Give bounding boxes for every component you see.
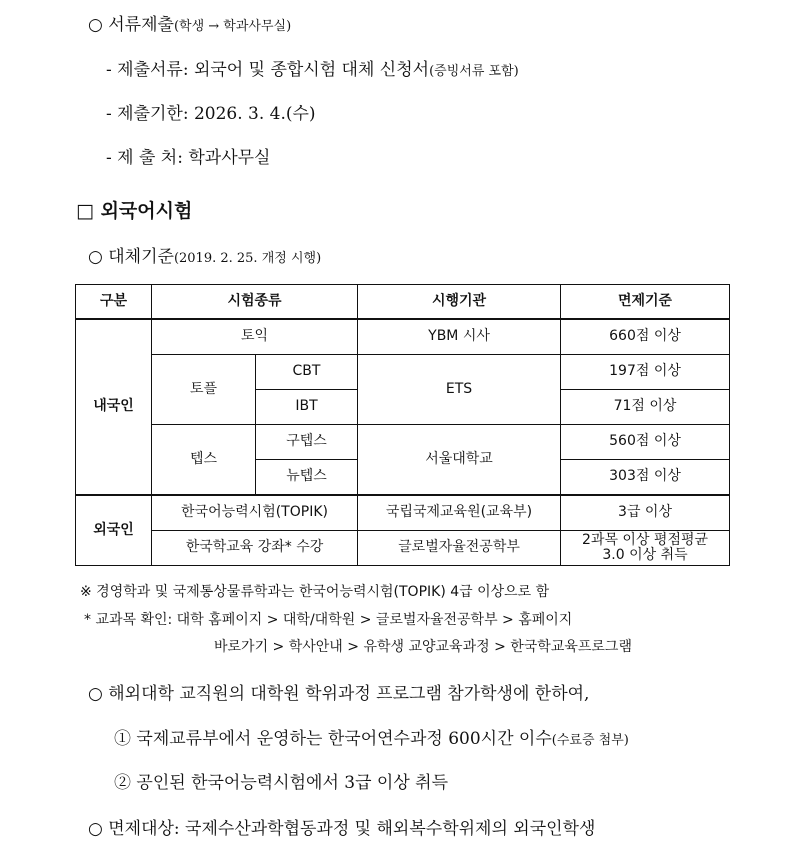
overseas-item-1-text: ① 국제교류부에서 운영하는 한국어연수과정 600시간 이수 [114, 729, 552, 749]
submission-heading-note: (학생 → 학과사무실) [173, 19, 292, 34]
test-toefl: 토플 [152, 355, 256, 425]
test-teps-old: 구텝스 [256, 425, 358, 460]
course-requirement-line-2: 3.0 이상 취득 [602, 547, 688, 563]
test-topik: 한국어능력시험(TOPIK) [152, 495, 358, 531]
score-teps-old: 560점 이상 [561, 425, 730, 460]
note-business: ※ 경영학과 및 국제통상물류학과는 한국어능력시험(TOPIK) 4급 이상으로 함 [80, 584, 550, 600]
exemption-target: ○ 면제대상: 국제수산과학협동과정 및 해외복수학위제의 외국인학생 [88, 819, 596, 839]
submission-heading [88, 10, 291, 35]
test-toeic: 토익 [152, 319, 358, 355]
group-domestic: 내국인 [76, 319, 152, 495]
overseas-item-1 [114, 724, 629, 749]
submission-heading-text: ○ 서류제출 [88, 15, 174, 35]
institution-gsd: 글로벌자율전공학부 [358, 531, 561, 566]
overseas-item-1-note: (수료증 첨부) [551, 733, 629, 748]
section-title: □ 외국어시험 [76, 200, 193, 222]
institution-niied: 국립국제교육원(교육부) [358, 495, 561, 531]
header-test-type: 시험종류 [152, 285, 358, 320]
institution-snu: 서울대학교 [358, 425, 561, 496]
score-topik: 3급 이상 [561, 495, 730, 531]
overseas-intro: ○ 해외대학 교직원의 대학원 학위과정 프로그램 참가학생에 한하여, [88, 684, 590, 704]
note-course-path-cont: 바로가기 > 학사안내 > 유학생 교양교육과정 > 한국학교육프로그램 [214, 639, 632, 655]
score-teps-new: 303점 이상 [561, 460, 730, 496]
criteria-heading-note: (2019. 2. 25. 개정 시행) [173, 251, 322, 266]
test-teps-new: 뉴텝스 [256, 460, 358, 496]
header-category: 구분 [76, 285, 152, 320]
exemption-table [75, 284, 730, 566]
test-toefl-cbt: CBT [256, 355, 358, 390]
submission-documents [106, 55, 519, 80]
score-toeic: 660점 이상 [561, 319, 730, 355]
score-ibt: 71점 이상 [561, 390, 730, 425]
submission-place: - 제 출 처: 학과사무실 [106, 148, 271, 168]
submission-documents-text: - 제출서류: 외국어 및 종합시험 대체 신청서 [106, 60, 430, 80]
header-institution: 시행기관 [358, 285, 561, 320]
criteria-heading-text: ○ 대체기준 [88, 247, 174, 267]
group-foreign: 외국인 [76, 495, 152, 566]
submission-documents-note: (증빙서류 포함) [429, 64, 519, 79]
note-course-path: * 교과목 확인: 대학 홈페이지 > 대학/대학원 > 글로벌자율전공학부 > 홈페이지 [84, 612, 573, 628]
test-korean-course: 한국학교육 강좌* 수강 [152, 531, 358, 566]
institution-ybm: YBM 시사 [358, 319, 561, 355]
score-korean-course [561, 531, 730, 566]
header-criteria: 면제기준 [561, 285, 730, 320]
score-cbt: 197점 이상 [561, 355, 730, 390]
test-toefl-ibt: IBT [256, 390, 358, 425]
criteria-heading [88, 242, 321, 267]
institution-ets: ETS [358, 355, 561, 425]
submission-deadline: - 제출기한: 2026. 3. 4.(수) [106, 104, 316, 124]
overseas-item-2: ② 공인된 한국어능력시험에서 3급 이상 취득 [114, 773, 449, 793]
test-teps: 텝스 [152, 425, 256, 496]
course-requirement-line-1: 2과목 이상 평점평균 [582, 531, 709, 548]
